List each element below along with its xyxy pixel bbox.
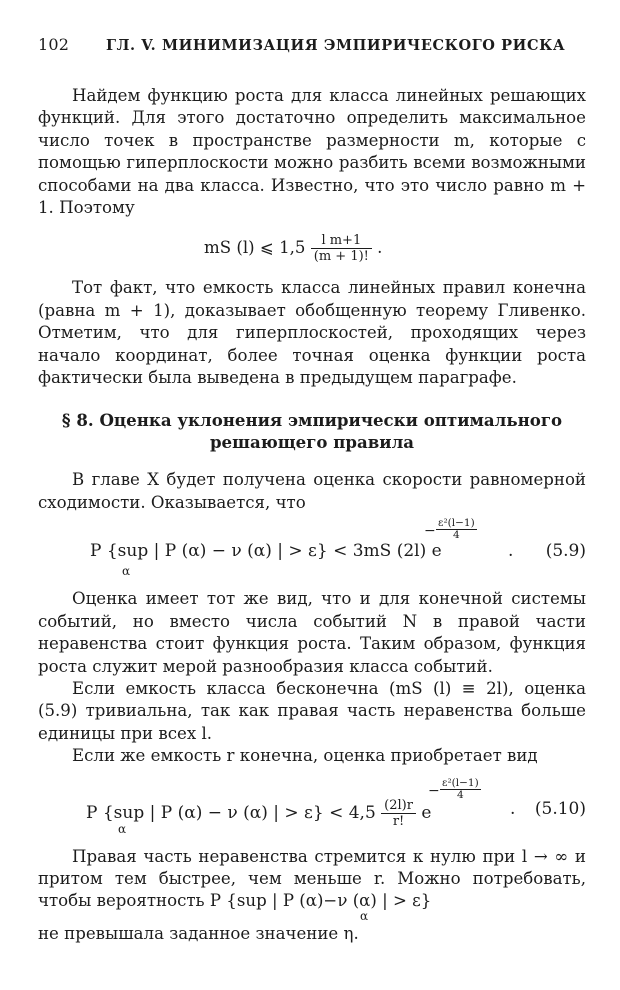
paragraph-infinite-capacity: Если емкость класса бесконечна (mS (l) ≡ 2l), оценка (5.9) тривиальна, так как правая часть неравенства больше единицы при всех l. (38, 678, 586, 743)
paragraph-chapter-x: В главе X будет получена оценка скорости равномерной сходимости. Оказывается, что (38, 470, 586, 512)
equation-5-9-exponent: − ε²(l−1) 4 (424, 517, 475, 542)
formula-fraction (311, 233, 372, 264)
equation-5-10-exp-base: e (421, 802, 432, 823)
formula-lhs: mS (l) ⩽ 1,5 (204, 238, 306, 258)
paragraph-finite-system: Оценка имеет тот же вид, что и для конечной системы событий, но вместо числа событий N в правой части неравенства стоит функция роста. Таким образом, функция роста служит мерой разнообразия класса событий. (38, 589, 586, 676)
equation-5-9-body: P {sup | P (α) − ν (α) | > ε} < 3mS (2l) e (90, 541, 442, 562)
paragraph-limit-sub: α (360, 908, 369, 923)
equation-5-10-body: P {sup | P (α) − ν (α) | > ε} < 4,5 (86, 802, 376, 823)
equation-5-9-sub: α (122, 564, 131, 579)
paragraph-finite-capacity: Если же емкость r конечна, оценка приобретает вид (72, 746, 538, 766)
equation-5-10-dot: . (510, 798, 516, 819)
exponent-denominator: 4 (457, 788, 464, 801)
equation-5-10-fraction (381, 798, 416, 829)
equation-5-10 (38, 768, 586, 846)
equation-5-9 (38, 514, 586, 588)
paragraph-limit: Правая часть неравенства стремится к нулю при l → ∞ и притом тем быстрее, чем меньше r. Можно потребовать, чтобы вероятность P {sup | P (α)−ν (α) | > ε} (38, 846, 586, 911)
paragraph-glivenko: Тот факт, что емкость класса линейных правил конечна (равна m + 1), доказывает обобщенную теорему Гливенко. Отметим, что для гиперплоскостей, проходящих через начало координат, более точная оценка функции роста фактически была выведена в предыдущем параграфе. (38, 278, 586, 388)
equation-5-10-exponent: − ε²(l−1) 4 (428, 776, 479, 801)
equation-5-10-sub: α (118, 821, 127, 836)
fraction-denominator-r: r! (392, 813, 405, 829)
book-page (38, 34, 586, 945)
equation-number-5-10: (5.10) (534, 798, 586, 819)
fraction-denominator: (m + 1)! (313, 249, 369, 265)
chapter-title: ГЛ. V. МИНИМИЗАЦИЯ ЭМПИРИЧЕСКОГО РИСКА (106, 37, 566, 54)
section-title-line1: § 8. Оценка уклонения эмпирически оптимального (61, 410, 563, 431)
section-title-line2: решающего правила (209, 432, 415, 453)
page-number: 102 (38, 35, 70, 54)
equation-5-9-dot: . (508, 541, 514, 562)
exponent-numerator: ε²(l−1) (442, 776, 479, 789)
formula-end: . (377, 238, 383, 258)
paragraph-growth-function: Найдем функцию роста для класса линейных решающих функций. Для этого достаточно определить максимальное число точек в пространстве размерности m, которые с помощью гиперплоскости можно разбить всеми возможными способами на два класса. Известно, что это число равно m + 1. Поэтому (38, 86, 586, 218)
page-header (38, 34, 586, 58)
fraction-numerator: l m+1 (311, 233, 372, 249)
paragraph-limit-end: не превышала заданное значение η. (38, 923, 359, 943)
fraction-numerator-2l: (2l)r (381, 798, 416, 814)
section-heading (38, 409, 586, 453)
equation-number-5-9: (5.9) (545, 541, 586, 562)
exponent-denominator: 4 (453, 529, 460, 542)
formula-growth-bound (38, 219, 586, 277)
exponent-numerator: ε²(l−1) (438, 517, 475, 530)
